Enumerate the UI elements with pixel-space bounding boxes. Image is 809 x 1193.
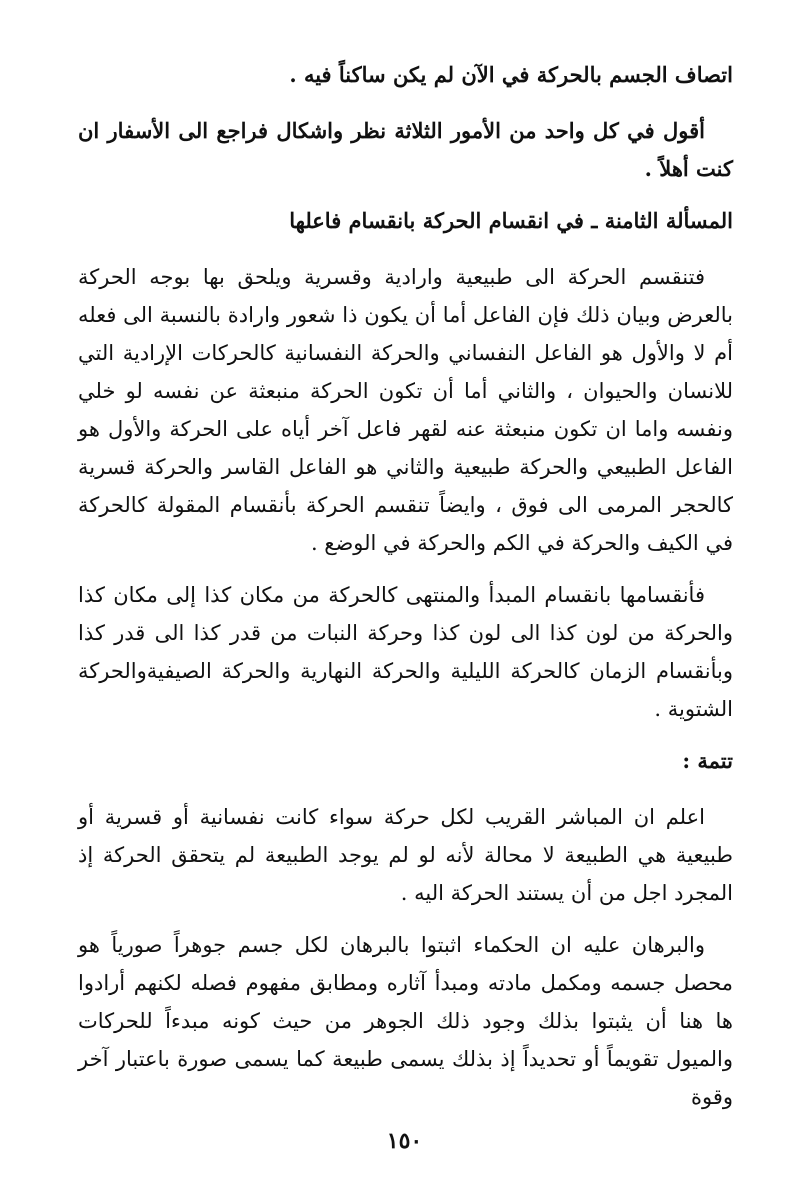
paragraph-motion-division: فتنقسم الحركة الى طبيعية وارادية وقسرية ويلحق بها بوجه الحركة بالعرض وبيان ذلك فإن الفاعل أما أن يكون ذا شعور وارادة بالنسبة الى فعله أم لا والأول هو الفاعل النفساني والحركة النفسانية كالحركات الإرادية التي للانسان والحيوان ، والثاني أما أن تكون الحركة منبعثة عن نفسه لو خلي ونفسه واما ان تكون منبعثة عنه لقهر فاعل آخر أياه على الحركة والأول هو الفاعل الطبيعي والحركة طبيعية والثاني هو الفاعل القاسر والحركة قسرية كالحجر المرمى الى فوق ، وايضاً تنقسم الحركة بأنقسام المقولة كالحركة في الكيف والحركة في الكم والحركة في الوضع . [78, 265, 733, 555]
paragraph-start-end-division: فأنقسامها بانقسام المبدأ والمنتهى كالحركة من مكان كذا إلى مكان كذا والحركة من لون كذا الى لون كذا وحركة النبات من قدر كذا الى قدر كذا وبأنقسام الزمان كالحركة الليلية والحركة النهارية والحركة الصيفيةوالحركة الشتوية . [78, 583, 733, 721]
document-page [78, 56, 733, 1116]
page-number: ١٥٠ [386, 1128, 423, 1154]
paragraph-comment: أقول في كل واحد من الأمور الثلاثة نظر واشكال فراجع الى الأسفار ان كنت أهلاً . [78, 118, 733, 181]
paragraph-proof: والبرهان عليه ان الحكماء اثبتوا بالبرهان لكل جسم جوهراً صورياً هو محصل جسمه ومكمل مادته ومبدأ آثاره ومطابق مفهوم فصله لكنهم أرادوا ها هنا أن يثبتوا بذلك وجود ذلك الجوهر من حيث كونه مبدءاً للحركات والميول تقويماً أو تحديداً إذ بذلك يسمى طبيعة كما يسمى صورة باعتبار آخر وقوة [78, 933, 733, 1109]
supplement-label: تتمة : [682, 748, 733, 773]
paragraph-continuation: اتصاف الجسم بالحركة في الآن لم يكن ساكناً فيه . [289, 62, 733, 87]
section-heading: المسألة الثامنة ـ في انقسام الحركة بانقسام فاعلها [289, 208, 733, 233]
paragraph-supplement: اعلم ان المباشر القريب لكل حركة سواء كانت نفسانية أو قسرية أو طبيعية هي الطبيعة لا محالة لأنه لو لم يوجد الطبيعة لم يتحقق الحركة إذ المجرد اجل من أن يستند الحركة اليه . [78, 805, 733, 905]
